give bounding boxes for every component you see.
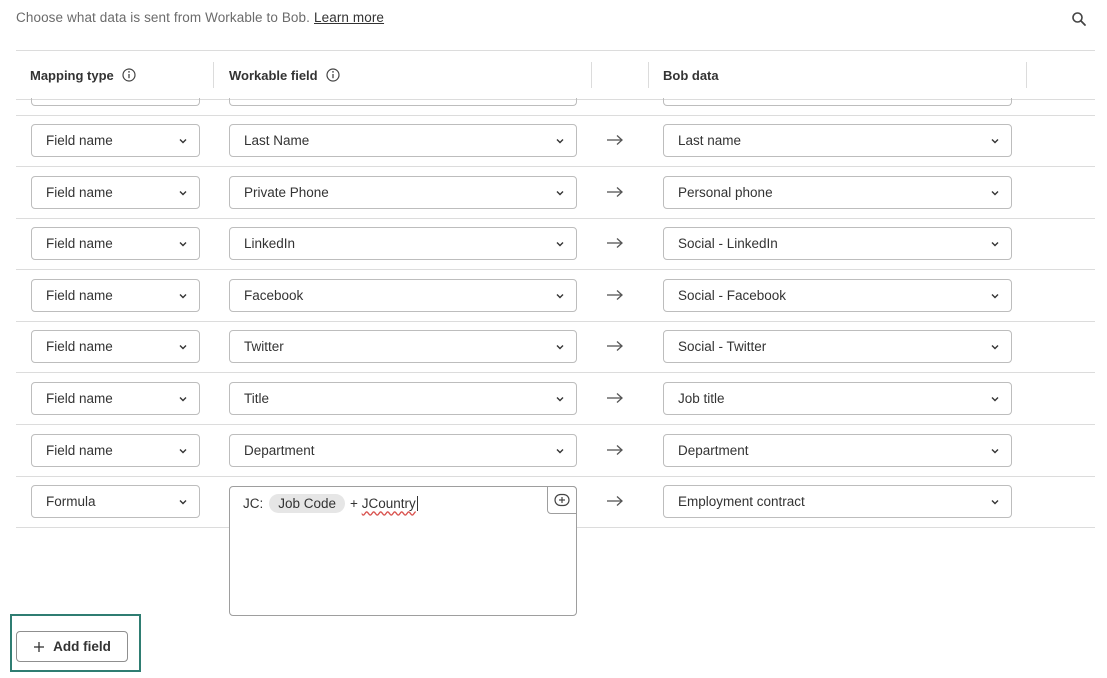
- workable-field-value: Title: [244, 391, 270, 406]
- partial-select[interactable]: [663, 98, 1012, 106]
- workable-field-value: Facebook: [244, 288, 304, 303]
- chevron-down-icon: [178, 136, 188, 146]
- info-icon[interactable]: [122, 68, 136, 82]
- mapping-type-select[interactable]: [31, 382, 200, 415]
- bob-data-value: Social - LinkedIn: [678, 236, 778, 251]
- chevron-down-icon: [990, 394, 1000, 404]
- text-caret: [417, 496, 418, 511]
- mapping-type-select[interactable]: [31, 330, 200, 363]
- workable-field-select[interactable]: [229, 279, 577, 312]
- workable-field-value: Twitter: [244, 339, 284, 354]
- workable-field-select[interactable]: [229, 382, 577, 415]
- mapping-type-value: Field name: [46, 391, 113, 406]
- intro-description: Choose what data is sent from Workable to Bob.: [16, 10, 310, 25]
- bob-data-value: Job title: [678, 391, 725, 406]
- header-divider: [1026, 62, 1027, 88]
- formula-editor[interactable]: [229, 486, 577, 616]
- bob-data-select[interactable]: [663, 485, 1012, 518]
- mapping-type-value: Field name: [46, 185, 113, 200]
- chevron-down-icon: [555, 239, 565, 249]
- chevron-down-icon: [178, 291, 188, 301]
- formula-prefix: JC:: [243, 495, 264, 511]
- mapping-type-value: Field name: [46, 288, 113, 303]
- mapping-type-header-label: Mapping type: [30, 67, 114, 83]
- chevron-down-icon: [178, 446, 188, 456]
- table-row: [16, 167, 1095, 219]
- chevron-down-icon: [178, 342, 188, 352]
- arrow-right-icon: [606, 288, 624, 302]
- search-icon[interactable]: [1071, 11, 1087, 27]
- bob-data-header: [663, 51, 719, 99]
- bob-data-value: Last name: [678, 133, 742, 148]
- chevron-down-icon: [990, 136, 1000, 146]
- bob-data-select[interactable]: [663, 176, 1012, 209]
- mapping-type-select[interactable]: [31, 124, 200, 157]
- mapping-type-value: Field name: [46, 236, 113, 251]
- bob-data-value: Department: [678, 443, 749, 458]
- learn-more-link[interactable]: Learn more: [314, 10, 385, 25]
- workable-field-value: Last Name: [244, 133, 310, 148]
- chevron-down-icon: [555, 291, 565, 301]
- partial-select[interactable]: [31, 98, 200, 106]
- chevron-down-icon: [990, 291, 1000, 301]
- bob-data-select[interactable]: [663, 227, 1012, 260]
- formula-content: [243, 494, 418, 512]
- arrow-right-icon: [606, 339, 624, 353]
- plus-icon: [33, 641, 45, 653]
- chevron-down-icon: [178, 497, 188, 507]
- table-row: [16, 270, 1095, 322]
- add-field-button[interactable]: [16, 631, 128, 662]
- chevron-down-icon: [990, 342, 1000, 352]
- info-icon[interactable]: [326, 68, 340, 82]
- workable-field-select[interactable]: [229, 434, 577, 467]
- workable-field-select[interactable]: [229, 176, 577, 209]
- table-row: [16, 321, 1095, 373]
- scrolled-row-partial: [16, 100, 1095, 116]
- bob-data-select[interactable]: [663, 434, 1012, 467]
- partial-select[interactable]: [229, 98, 577, 106]
- chevron-down-icon: [555, 136, 565, 146]
- bob-data-value: Social - Facebook: [678, 288, 787, 303]
- bob-data-select[interactable]: [663, 330, 1012, 363]
- mapping-type-select[interactable]: [31, 485, 200, 518]
- bob-data-select[interactable]: [663, 279, 1012, 312]
- arrow-right-icon: [606, 133, 624, 147]
- arrow-right-icon: [606, 185, 624, 199]
- arrow-right-icon: [606, 236, 624, 250]
- bob-data-value: Personal phone: [678, 185, 773, 200]
- arrow-right-icon: [606, 443, 624, 457]
- insert-field-button[interactable]: [547, 486, 577, 514]
- mapping-type-value: Field name: [46, 443, 113, 458]
- header-divider: [213, 62, 214, 88]
- bob-data-value: Social - Twitter: [678, 339, 767, 354]
- formula-suffix-text: JCountry: [361, 495, 416, 511]
- add-field-label: Add field: [53, 639, 111, 654]
- bob-data-header-label: Bob data: [663, 67, 719, 83]
- table-row: [16, 115, 1095, 167]
- chevron-down-icon: [178, 394, 188, 404]
- chevron-down-icon: [178, 239, 188, 249]
- bob-data-select[interactable]: [663, 382, 1012, 415]
- chevron-down-icon: [990, 446, 1000, 456]
- mapping-type-value: Field name: [46, 133, 113, 148]
- workable-field-value: Department: [244, 443, 315, 458]
- header-divider: [591, 62, 592, 88]
- mapping-type-header: [30, 51, 136, 99]
- mapping-type-select[interactable]: [31, 227, 200, 260]
- workable-field-select[interactable]: [229, 124, 577, 157]
- table-row: [16, 425, 1095, 477]
- bob-data-value: Employment contract: [678, 494, 805, 509]
- workable-field-header: [229, 51, 340, 99]
- chevron-down-icon: [555, 342, 565, 352]
- chevron-down-icon: [555, 394, 565, 404]
- arrow-right-icon: [606, 391, 624, 405]
- intro-text: [16, 10, 384, 25]
- mapping-type-value: Formula: [46, 494, 96, 509]
- table-header: [16, 50, 1095, 100]
- bob-data-select[interactable]: [663, 124, 1012, 157]
- chevron-down-icon: [555, 446, 565, 456]
- mapping-type-select[interactable]: [31, 434, 200, 467]
- formula-plus: +: [350, 495, 358, 511]
- formula-token-chip[interactable]: Job Code: [269, 494, 345, 513]
- chevron-down-icon: [555, 188, 565, 198]
- add-token-icon: [554, 493, 570, 507]
- table-row: [16, 373, 1095, 425]
- mapping-type-select[interactable]: [31, 176, 200, 209]
- chevron-down-icon: [178, 188, 188, 198]
- arrow-right-icon: [606, 494, 624, 508]
- workable-field-select[interactable]: [229, 330, 577, 363]
- workable-field-select[interactable]: [229, 227, 577, 260]
- mapping-type-select[interactable]: [31, 279, 200, 312]
- table-row: [16, 218, 1095, 270]
- workable-field-value: LinkedIn: [244, 236, 296, 251]
- chevron-down-icon: [990, 239, 1000, 249]
- chevron-down-icon: [990, 188, 1000, 198]
- chevron-down-icon: [990, 497, 1000, 507]
- mapping-type-value: Field name: [46, 339, 113, 354]
- workable-field-value: Private Phone: [244, 185, 329, 200]
- workable-field-header-label: Workable field: [229, 67, 318, 83]
- header-divider: [648, 62, 649, 88]
